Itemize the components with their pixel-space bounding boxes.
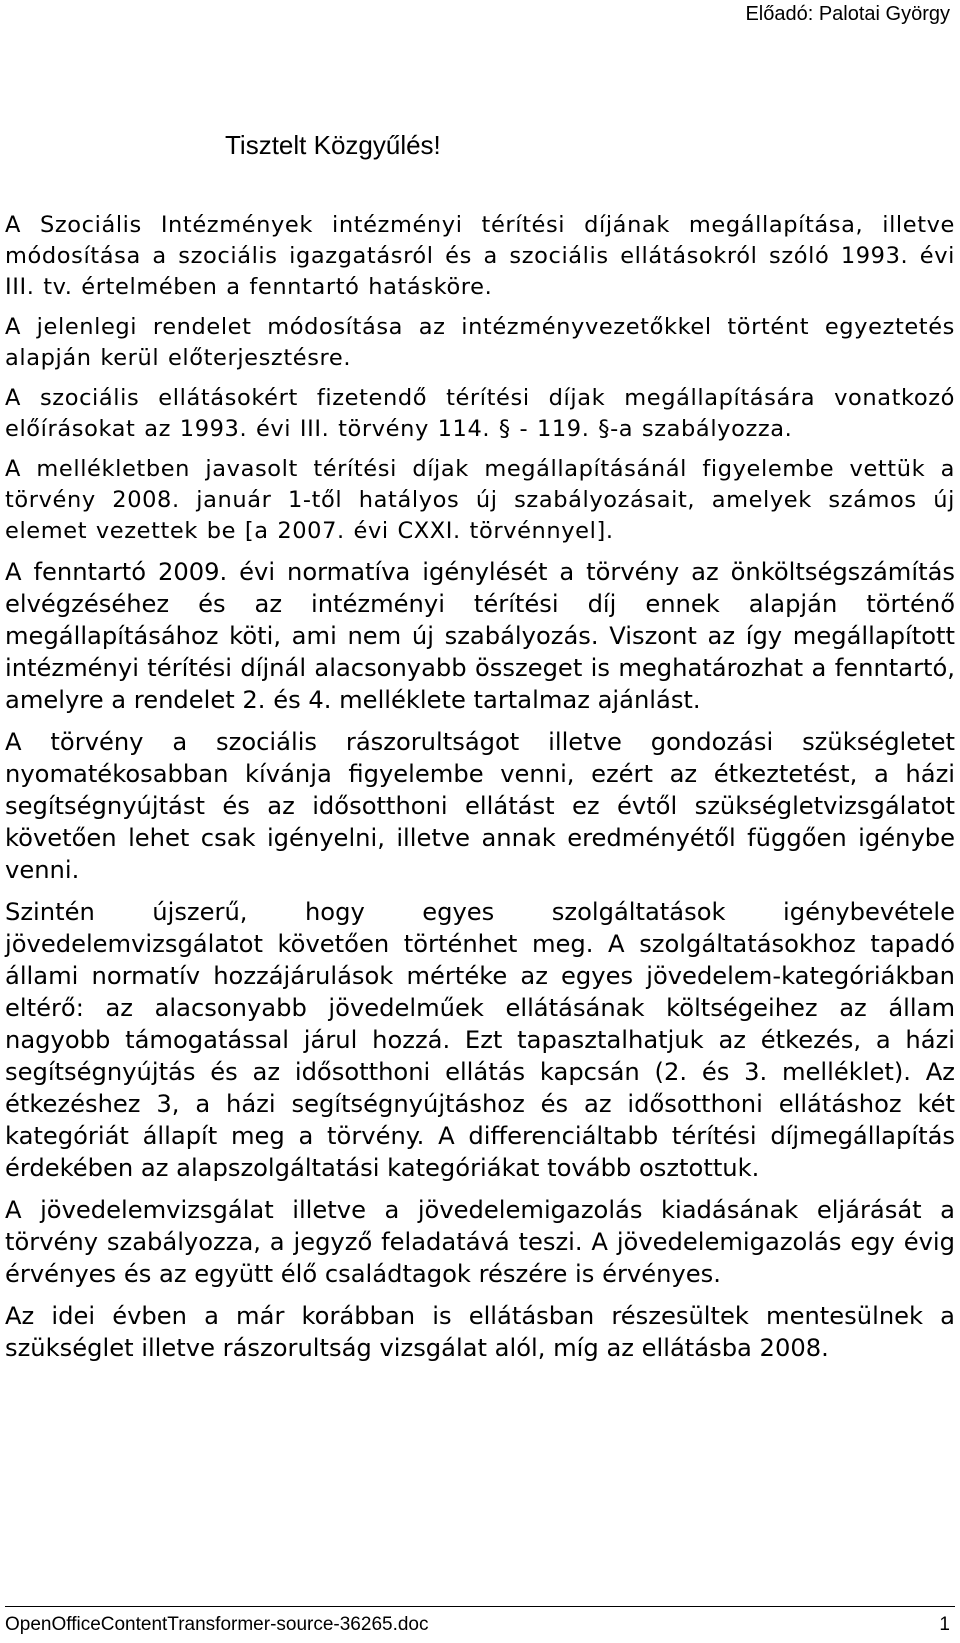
footer-divider (5, 1606, 955, 1607)
presenter-header: Előadó: Palotai György (745, 3, 950, 25)
paragraph-annex: A mellékletben javasolt térítési díjak megállapításánál figyelembe vettük a törvény 2008. január 1-től hatályos új szabályozásait, amelyek számos új elemet vezettek be [a 2007. évi CXXI. törvénnyel]. (5, 456, 955, 544)
paragraph-normative: A fenntartó 2009. évi normatíva igénylését a törvény az önköltségszámítás elvégzéséhez és az intézményi térítési díj ennek alapján történő megállapításához köti, ami nem új szabályozás. Viszont az így megállapított intézményi térítési díjnál alacsonyabb összeget is meghatározhat a fenntartó, amelyre a rendelet 2. és 4. melléklete tartalmaz ajánlást. (5, 558, 955, 714)
paragraph-income-assessment: Szintén újszerű, hogy egyes szolgáltatások igénybevétele jövedelemvizsgálatot követően történhet meg. A szolgáltatásokhoz tapadó állami normatív hozzájárulások mértéke az egyes jövedelem-kategóriákban eltérő: az alacsonyabb jövedelműek ellátásának költségeihez az állam nagyobb támogatással járul hozzá. Ezt tapasztalhatjuk az étkezés, a házi segítségnyújtás és az idősotthoni ellátás kapcsán (2. és 3. melléklet). Az étkezéshez 3, a házi segítségnyújtáshoz és az idősotthoni ellátáshoz két kategóriát állapít meg a törvény. A differenciáltabb térítési díjmegállapítás érdekében az alapszolgáltatási kategóriákat tovább osztottuk. (5, 898, 955, 1182)
paragraph-regulation: A szociális ellátásokért fizetendő térítési díjak megállapítására vonatkozó előírásokat az 1993. évi III. törvény 114. § - 119. §-a szabályozza. (5, 385, 955, 442)
footer-filename: OpenOfficeContentTransformer-source-36265.doc (5, 1614, 429, 1635)
paragraph-needs-assessment: A törvény a szociális rászorultságot illetve gondozási szükségletet nyomatékosabban kívánja figyelembe venni, ezért az étkeztetést, a házi segítségnyújtást és az idősotthoni ellátást ez évtől szükségletvizsgálatot követően lehet csak igényelni, illetve annak eredményétől függően igénybe venni. (5, 728, 955, 884)
greeting-heading: Tisztelt Közgyűlés! (225, 130, 441, 160)
paragraph-authority: A Szociális Intézmények intézményi térítési díjának megállapítása, illetve módosítása a szociális igazgatásról és a szociális ellátásokról szóló 1993. évi III. tv. értelmében a fenntartó hatásköre. (5, 212, 955, 300)
footer-page-number: 1 (939, 1614, 950, 1635)
paragraph-income-certificate: A jövedelemvizsgálat illetve a jövedelemigazolás kiadásának eljárását a törvény szabályozza, a jegyző feladatává teszi. A jövedelemigazolás egy évig érvényes és az együtt élő családtagok részére is érvényes. (5, 1196, 955, 1288)
paragraph-amendment: A jelenlegi rendelet módosítása az intézményvezetőkkel történt egyeztetés alapján kerül előterjesztésre. (5, 314, 955, 371)
paragraph-exemption: Az idei évben a már korábban is ellátásban részesültek mentesülnek a szükséglet illetve rászorultság vizsgálat alól, míg az ellátásba 2008. (5, 1302, 955, 1362)
document-body (5, 210, 955, 1374)
